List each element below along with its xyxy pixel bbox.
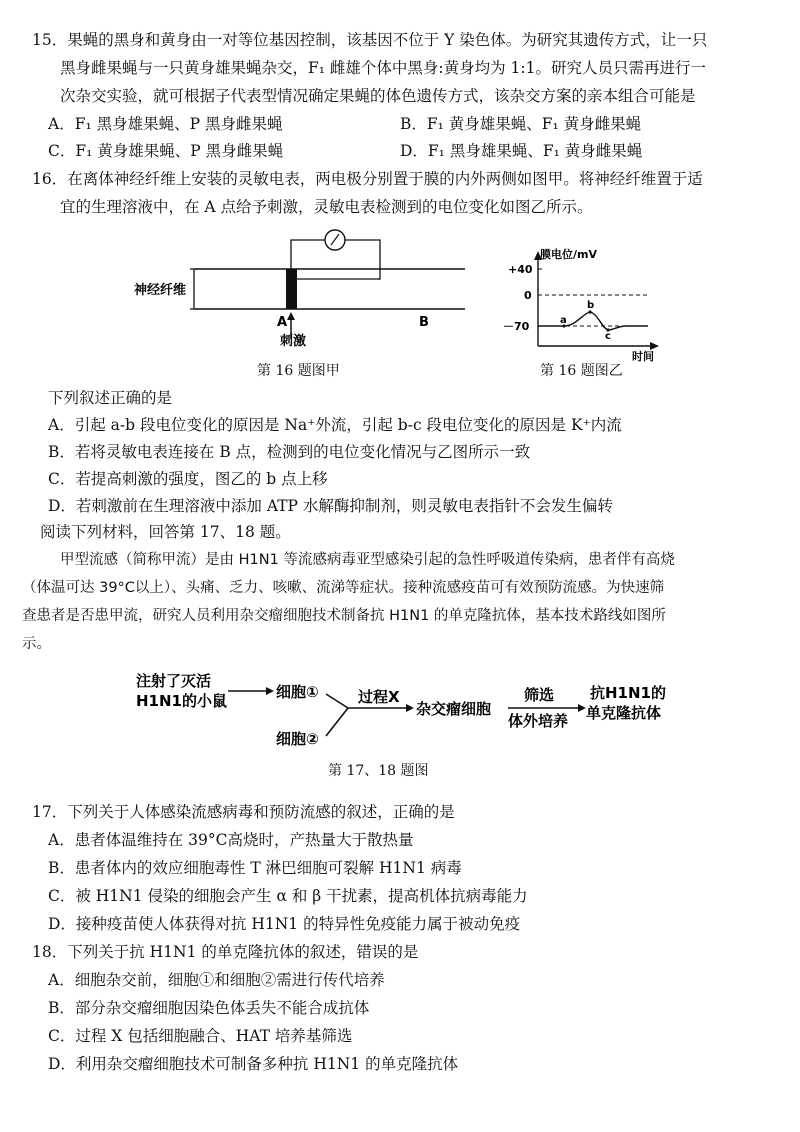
- process-x-label: 过程X: [358, 688, 400, 706]
- potential-curve: [538, 312, 648, 330]
- figure-16-a: [120, 222, 480, 372]
- material-intro: 阅读下列材料，回答第 17、18 题。: [40, 523, 291, 541]
- tick-minus70: －70: [503, 320, 530, 333]
- hybridoma-label: 杂交瘤细胞: [416, 700, 492, 718]
- q15-stem-line-1: 15．果蝇的黑身和黄身由一对等位基因控制，该基因不位于 Y 染色体。为研究其遗传方式，让一只: [32, 31, 708, 49]
- merge-lines: [326, 694, 348, 736]
- mouse-label-1: 注射了灭活: [136, 672, 212, 690]
- result-label-2: 单克隆抗体: [586, 704, 662, 722]
- q18-option-a: A．细胞杂交前，细胞①和细胞②需进行传代培养: [48, 971, 385, 989]
- material-line-3: 查患者是否患甲流，研究人员利用杂交瘤细胞技术制备抗 H1N1 的单克隆抗体，基本技术路线如图所: [22, 608, 666, 624]
- mouse-label-2: H1N1的小鼠: [136, 692, 227, 710]
- tick-zero: 0: [524, 289, 532, 302]
- tick-plus40: +40: [508, 263, 533, 276]
- q18-option-d: D．利用杂交瘤细胞技术可制备多种抗 H1N1 的单克隆抗体: [48, 1055, 459, 1073]
- point-b-label: B: [419, 315, 429, 330]
- q15-option-c: C．F₁ 黄身雄果蝇、P 黑身雌果蝇: [48, 142, 284, 160]
- fiber-bracket: [190, 269, 198, 309]
- q16-stem-line-2: 宜的生理溶液中，在 A 点给予刺激，灵敏电表检测到的电位变化如图乙所示。: [60, 198, 593, 216]
- cell1-label: 细胞①: [276, 683, 319, 701]
- q17-option-d: D．接种疫苗使人体获得对抗 H1N1 的特异性免疫能力属于被动免疫: [48, 915, 521, 933]
- fiber-label: 神经纤维: [134, 283, 187, 298]
- material-line-1: 甲型流感（简称甲流）是由 H1N1 等流感病毒亚型感染引起的急性呼吸道传染病，患者伴有高烧: [60, 552, 675, 568]
- material-line-2: （体温可达 39°C以上）、头痛、乏力、咳嗽、流涕等症状。接种流感疫苗可有效预防流感。为快速筛: [22, 580, 665, 596]
- point-c: c: [605, 331, 611, 342]
- stimulated-region: [286, 269, 297, 309]
- figure-16-a-caption: 第 16 题图甲: [257, 363, 340, 379]
- result-label-1: 抗H1N1的: [590, 684, 666, 702]
- q16-option-a: A．引起 a-b 段电位变化的原因是 Na⁺外流，引起 b-c 段电位变化的原因是 K⁺内流: [48, 416, 622, 434]
- point-a-label: A: [277, 315, 288, 330]
- q18-option-c: C．过程 X 包括细胞融合、HAT 培养基筛选: [48, 1027, 353, 1045]
- q15-stem-line-2: 黑身雌果蝇与一只黄身雄果蝇杂交，F₁ 雌雄个体中黑身:黄身均为 1:1。研究人员只需再进行一: [60, 59, 706, 77]
- q15-option-a: A．F₁ 黑身雄果蝇、P 黑身雌果蝇: [48, 115, 283, 133]
- q17-stem: 17．下列关于人体感染流感病毒和预防流感的叙述，正确的是: [32, 803, 455, 821]
- culture-label: 体外培养: [508, 712, 569, 730]
- flow-caption: 第 17、18 题图: [328, 763, 429, 779]
- material-line-4: 示。: [22, 636, 51, 652]
- q16-option-c: C．若提高刺激的强度，图乙的 b 点上移: [48, 470, 328, 488]
- q16-option-d: D．若刺激前在生理溶液中添加 ATP 水解酶抑制剂，则灵敏电表指针不会发生偏转: [48, 497, 613, 515]
- q18-stem: 18．下列关于抗 H1N1 的单克隆抗体的叙述，错误的是: [32, 943, 419, 961]
- x-axis-label: 时间: [632, 350, 654, 363]
- q15-option-d: D．F₁ 黑身雄果蝇、F₁ 黄身雌果蝇: [400, 142, 643, 160]
- q17-option-a: A．患者体温维持在 39°C高烧时，产热量大于散热量: [48, 831, 414, 849]
- stimulus-label: 刺激: [280, 334, 307, 349]
- q16-prompt: 下列叙述正确的是: [48, 389, 173, 407]
- flow-diagram: [130, 664, 690, 754]
- q17-option-c: C．被 H1N1 侵染的细胞会产生 α 和 β 干扰素，提高机体抗病毒能力: [48, 887, 528, 905]
- figure-16-b-caption: 第 16 题图乙: [540, 363, 623, 379]
- q15-stem-line-3: 次杂交实验，就可根据子代表型情况确定果蝇的体色遗传方式，该杂交方案的亲本组合可能是: [60, 87, 696, 105]
- cell2-label: 细胞②: [276, 730, 319, 748]
- q17-option-b: B．患者体内的效应细胞毒性 T 淋巴细胞可裂解 H1N1 病毒: [48, 859, 462, 877]
- q18-option-b: B．部分杂交瘤细胞因染色体丢失不能合成抗体: [48, 999, 370, 1017]
- q16-stem-line-1: 16．在离体神经纤维上安装的灵敏电表，两电极分别置于膜的内外两侧如图甲。将神经纤维置于适: [32, 170, 703, 188]
- point-a: a: [560, 315, 567, 326]
- q15-option-b: B．F₁ 黄身雄果蝇、F₁ 黄身雌果蝇: [400, 115, 642, 133]
- y-axis-label: 膜电位/mV: [540, 248, 597, 261]
- figure-16-b: [498, 240, 668, 365]
- screen-label: 筛选: [524, 686, 555, 704]
- q16-option-b: B．若将灵敏电表连接在 B 点，检测到的电位变化情况与乙图所示一致: [48, 443, 531, 461]
- point-b: b: [587, 300, 595, 311]
